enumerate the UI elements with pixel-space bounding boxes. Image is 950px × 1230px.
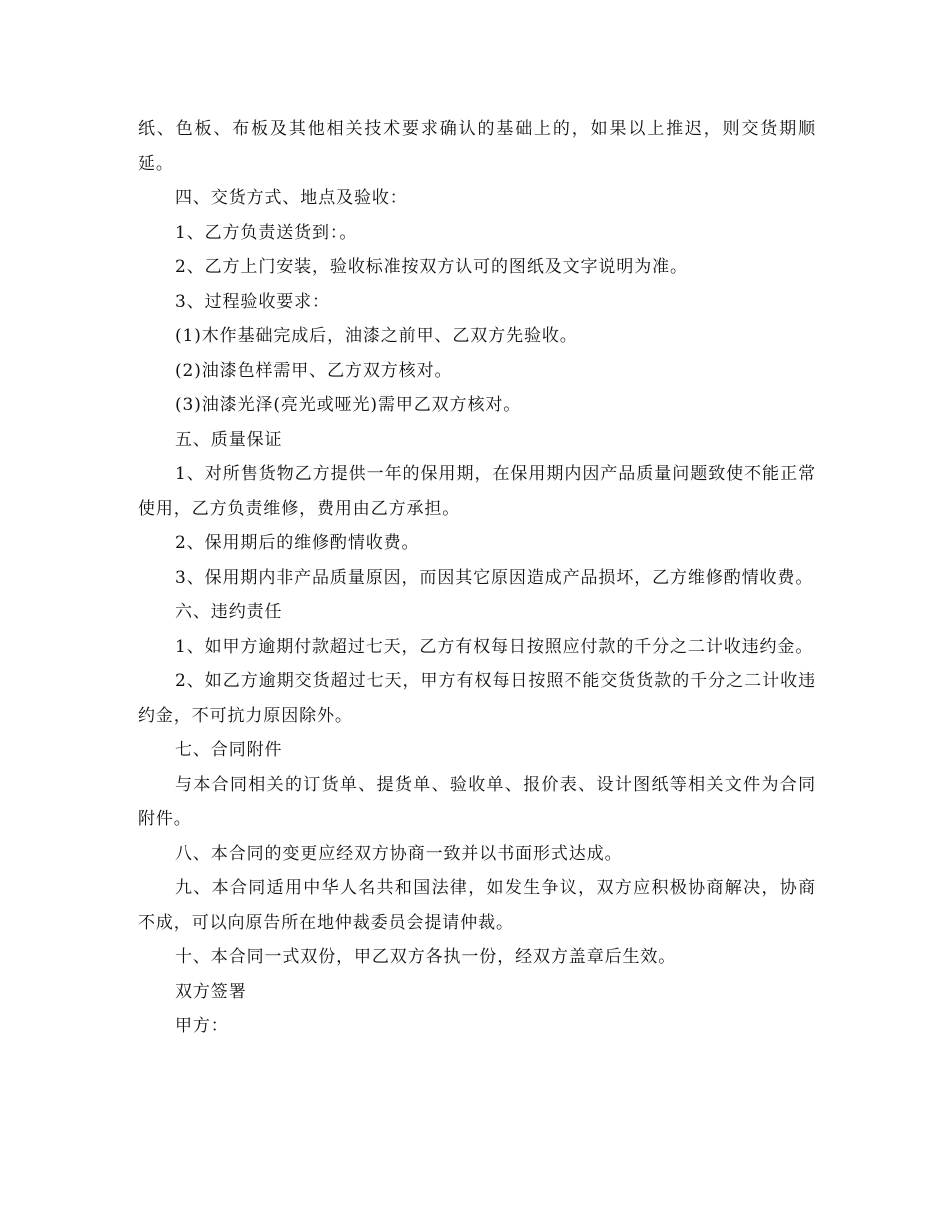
- sub-clause-paint-gloss: (3)油漆光泽(亮光或哑光)需甲乙双方核对。: [175, 395, 522, 415]
- section-heading-attachments: 七、合同附件: [175, 740, 283, 760]
- sub-clause-woodwork: (1)木作基础完成后，油漆之前甲、乙双方先验收。: [175, 326, 578, 346]
- clause-post-warranty-fee: 2、保用期后的维修酌情收费。: [175, 533, 420, 553]
- clause-amendment: 八、本合同的变更应经双方协商一致并以书面形式达成。: [175, 843, 623, 864]
- paragraph-delivery-continued: 纸、色板、布板及其他相关技术要求确认的基础上的，如果以上推迟，则交货期顺延。: [138, 119, 816, 174]
- clause-attachments: 与本合同相关的订货单、提货单、验收单、报价表、设计图纸等相关文件为合同附件。: [138, 774, 816, 829]
- section-heading-liability: 六、违约责任: [175, 602, 283, 622]
- section-heading-quality: 五、质量保证: [175, 429, 283, 450]
- clause-delivery-location: 1、乙方负责送货到：。: [175, 222, 358, 243]
- section-heading-delivery: 四、交货方式、地点及验收：: [175, 188, 408, 208]
- clause-copies: 十、本合同一式双份，甲乙双方各执一份，经双方盖章后生效。: [175, 947, 677, 967]
- sub-clause-paint-color: (2)油漆色样需甲、乙方双方核对。: [175, 360, 453, 381]
- clause-late-payment: 1、如甲方逾期付款超过七天，乙方有权每日按照应付款的千分之二计收违约金。: [175, 636, 814, 657]
- clause-late-delivery: 2、如乙方逾期交货超过七天，甲方有权每日按照不能交货货款的千分之二计收违约金，不可抗力原因除外。: [138, 671, 816, 726]
- clause-warranty-period: 1、对所售货物乙方提供一年的保用期，在保用期内因产品质量问题致使不能正常使用，乙方负责维修，费用由乙方承担。: [138, 464, 816, 519]
- signature-heading: 双方签署: [175, 981, 247, 1002]
- clause-governing-law: 九、本合同适用中华人名共和国法律，如发生争议，双方应积极协商解决，协商不成，可以向原告所在地仲裁委员会提请仲裁。: [138, 878, 816, 933]
- party-a-signature-label: 甲方：: [175, 1016, 229, 1036]
- document-body: [138, 112, 816, 1044]
- clause-installation: 2、乙方上门安装，验收标准按双方认可的图纸及文字说明为准。: [175, 257, 688, 277]
- clause-non-quality-damage: 3、保用期内非产品质量原因，而因其它原因造成产品损坏，乙方维修酌情收费。: [175, 567, 814, 588]
- clause-process-inspection: 3、过程验收要求：: [175, 291, 330, 312]
